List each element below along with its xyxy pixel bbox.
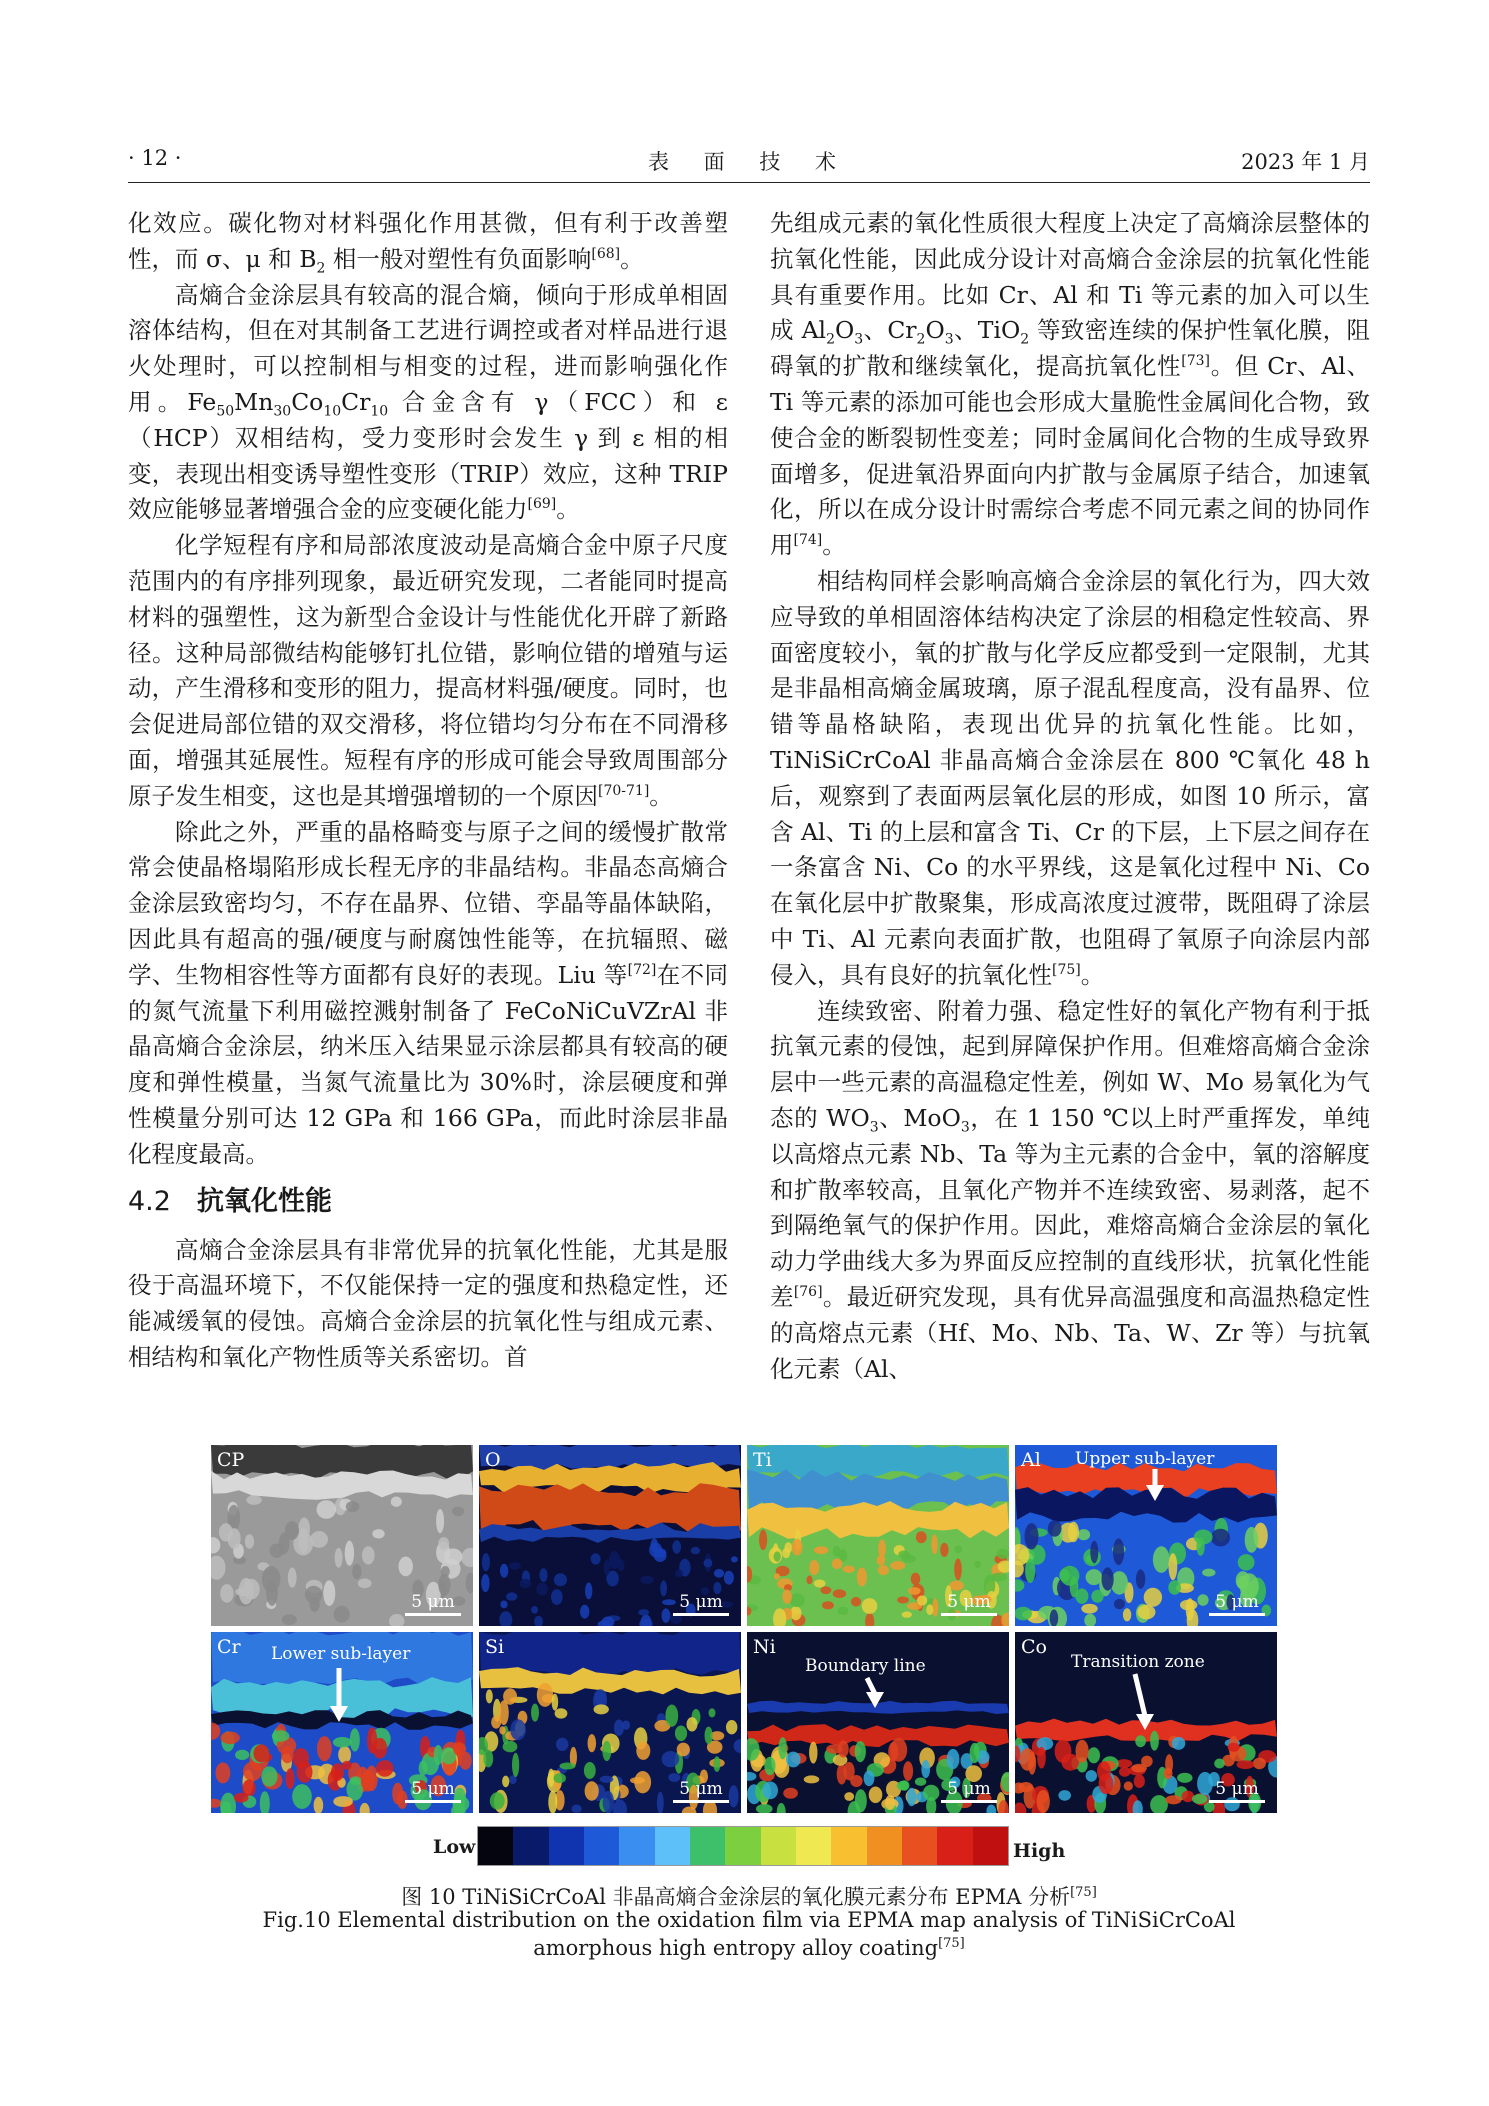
figure-caption-en-line2: amorphous high entropy alloy coating[75] — [533, 1936, 965, 1960]
panel-label: O — [485, 1449, 501, 1471]
citation[interactable]: [75] — [938, 1936, 965, 1951]
epma-map-panel-ti — [747, 1445, 1009, 1626]
right-column — [770, 206, 1370, 1387]
panel-label: Co — [1021, 1636, 1047, 1658]
panel-annotation: Transition zone — [1071, 1652, 1205, 1672]
paragraph: 连续致密、附着力强、稳定性好的氧化产物有利于抵抗氧元素的侵蚀，起到屏障保护作用。但难熔高熵合金涂层中一些元素的高温稳定性差，例如 W、Mo 易氧化为气态的 $WO_3$、MoO$_3$，在 1 150 ℃以上时严重挥发，单纯以高熔点元素 Nb、Ta 等为主元素的合金中，氧的溶解度和扩散率较高，且氧化产物并不连续致密、易剥落，起不到隔绝氧气的保护作用。因此，难熔高熵合金涂层的氧化动力学曲线大多为界面反应控制的直线形状，抗氧化性能差[76]。最近研究发现，具有优异高温强度和高温热稳定性的高熔点元素（Hf、Mo、Nb、Ta、W、Zr 等）与抗氧化元素（Al、 — [770, 996, 1371, 1383]
color-bar — [477, 1826, 1009, 1866]
paragraph: 化学短程有序和局部浓度波动是高熵合金中原子尺度范围内的有序排列现象，最近研究发现，二者能同时提高材料的强塑性，这为新型合金设计与性能优化开辟了新路径。这种局部微结构能够钉扎位错，影响位错的增殖与运动，产生滑移和变形的阻力，提高材料强/硬度。同时，也会促进局部位错的双交滑移，将位错均匀分布在不同滑移面，增强其延展性。短程有序的形成可能会导致周围部分原子发生相变，这也是其增强增韧的一个原因[70-71]。 — [128, 531, 728, 810]
issue-date: 2023 年 1 月 — [1241, 150, 1370, 174]
paragraph: 先组成元素的氧化性质很大程度上决定了高熵涂层整体的抗氧化性能，因此成分设计对高熵合金涂层的抗氧化性能具有重要作用。比如 Cr、Al 和 Ti 等元素的加入可以生成 $Al_2O_3$、$Cr_2O_3$、TiO$_2$ 等致密连续的保护性氧化膜，阻碍氧的扩散和继续氧化，提高抗氧化性[73]。但 Cr、Al、Ti 等元素的添加可能也会形成大量脆性金属间化合物，致使合金的断裂韧性变差；同时金属间化合物的生成导致界面增多，促进氧沿界面向内扩散与金属原子结合，加速氧化，所以在成分设计时需综合考虑不同元素之间的协同作用[74]。 — [770, 209, 1371, 560]
epma-map-panel-cp — [211, 1445, 473, 1626]
citation[interactable]: [76] — [793, 1284, 823, 1301]
page-header — [128, 146, 1370, 183]
panel-label: Cr — [217, 1636, 241, 1658]
epma-map-panel-si — [479, 1632, 741, 1813]
scale-bar-label: 5 μm — [411, 1779, 455, 1799]
figure-caption-cn: 图 10 TiNiSiCrCoAl 非晶高熵合金涂层的氧化膜元素分布 EPMA 分析[75] — [401, 1885, 1097, 1909]
color-scale-legend — [211, 1826, 1277, 1866]
panel-annotation: Boundary line — [805, 1656, 926, 1676]
color-bar-swatch — [584, 1827, 619, 1865]
citation[interactable]: [75] — [1070, 1885, 1097, 1900]
legend-high-label: High — [1013, 1840, 1066, 1862]
citation[interactable]: [74] — [793, 532, 823, 549]
citation[interactable]: [69] — [527, 496, 557, 513]
scale-bar-label: 5 μm — [947, 1779, 991, 1799]
citation[interactable]: [72] — [627, 961, 657, 978]
color-bar-swatch — [973, 1827, 1008, 1865]
color-bar-swatch — [725, 1827, 760, 1865]
legend-low-label: Low — [433, 1836, 476, 1858]
scale-bar — [405, 1592, 461, 1616]
figure-epma-maps — [211, 1445, 1277, 1813]
color-bar-swatch — [761, 1827, 796, 1865]
scale-bar-label: 5 μm — [1215, 1592, 1259, 1612]
color-bar-swatch — [831, 1827, 866, 1865]
citation[interactable]: [75] — [1052, 961, 1081, 978]
color-bar-swatch — [796, 1827, 831, 1865]
citation[interactable]: [70-71] — [598, 782, 650, 799]
citation[interactable]: [68] — [591, 245, 621, 262]
epma-map-panel-al — [1015, 1445, 1277, 1626]
color-bar-swatch — [902, 1827, 937, 1865]
color-bar-swatch — [619, 1827, 654, 1865]
journal-title: 表 面 技 术 — [647, 150, 851, 174]
scale-bar — [1209, 1779, 1265, 1803]
panel-label: Al — [1021, 1449, 1041, 1471]
scale-bar — [941, 1592, 997, 1616]
epma-map-panel-cr — [211, 1632, 473, 1813]
panel-label: Ti — [753, 1449, 772, 1471]
epma-map-panel-co — [1015, 1632, 1277, 1813]
panel-label: Si — [485, 1636, 505, 1658]
color-bar-swatch — [513, 1827, 548, 1865]
scale-bar — [673, 1779, 729, 1803]
epma-map-panel-o — [479, 1445, 741, 1626]
scale-bar-label: 5 μm — [411, 1592, 455, 1612]
scale-bar — [1209, 1592, 1265, 1616]
scale-bar — [673, 1592, 729, 1616]
left-column — [128, 206, 728, 1376]
paragraph: 高熵合金涂层具有非常优异的抗氧化性能，尤其是服役于高温环境下，不仅能保持一定的强度和热稳定性，还能减缓氧的侵蚀。高熵合金涂层的抗氧化性与组成元素、相结构和氧化产物性质等关系密切。首 — [128, 1235, 728, 1371]
paragraph: 高熵合金涂层具有较高的混合熵，倾向于形成单相固溶体结构，但在对其制备工艺进行调控或者对样品进行退火处理时，可以控制相与相变的过程，进而影响强化作用。$Fe_{50}Mn_{30}Co_{10}Cr_{10}$ 合金含有 γ（FCC）和 ε（HCP）双相结构，受力变形时会发生 γ 到 ε 相的相变，表现出相变诱导塑性变形（TRIP）效应，这种 TRIP 效应能够显著增强合金的应变硬化能力[69]。 — [128, 280, 728, 524]
paragraph: 除此之外，严重的晶格畸变与原子之间的缓慢扩散常常会使晶格塌陷形成长程无序的非晶结构。非晶态高熵合金涂层致密均匀，不存在晶界、位错、孪晶等晶体缺陷，因此具有超高的强/硬度与耐腐蚀性能等，在抗辐照、磁学、生物相容性等方面都有良好的表现。Liu 等[72]在不同的氮气流量下利用磁控溅射制备了 FeCoNiCuVZrAl 非晶高熵合金涂层，纳米压入结果显示涂层都具有较高的硬度和弹性模量，当氮气流量比为 30%时，涂层硬度和弹性模量分别可达 12 GPa 和 166 GPa，而此时涂层非晶化程度最高。 — [128, 817, 729, 1168]
scale-bar-label: 5 μm — [679, 1592, 723, 1612]
citation[interactable]: [73] — [1181, 353, 1210, 370]
paragraph: 相结构同样会影响高熵合金涂层的氧化行为，四大效应导致的单相固溶体结构决定了涂层的相稳定性较高、界面密度较小，氧的扩散与化学反应都受到一定限制，尤其是非晶相高熵金属玻璃，原子混乱程度高，没有晶界、位错等晶格缺陷，表现出优异的抗氧化性能。比如，TiNiSiCrCoAl 非晶高熵合金涂层在 800 ℃氧化 48 h 后，观察到了表面两层氧化层的形成，如图 10 所示，富含 Al、Ti 的上层和富含 Ti、Cr 的下层，上下层之间存在一条富含 Ni、Co 的水平界线，这是氧化过程中 Ni、Co 在氧化层中扩散聚集，形成高浓度过渡带，既阻碍了涂层中 Ti、Al 元素向表面扩散，也阻碍了氧原子向涂层内部侵入，具有良好的抗氧化性[75]。 — [770, 566, 1370, 989]
scale-bar — [405, 1779, 461, 1803]
color-bar-swatch — [937, 1827, 972, 1865]
section-heading: 4.2 抗氧化性能 — [128, 1185, 332, 1217]
scale-bar-label: 5 μm — [947, 1592, 991, 1612]
color-bar-swatch — [655, 1827, 690, 1865]
scale-bar — [941, 1779, 997, 1803]
panel-label: CP — [217, 1449, 245, 1471]
panel-annotation: Lower sub-layer — [271, 1644, 411, 1664]
color-bar-swatch — [478, 1827, 513, 1865]
color-bar-swatch — [549, 1827, 584, 1865]
page-number: · 12 · — [128, 146, 182, 170]
scale-bar-label: 5 μm — [1215, 1779, 1259, 1799]
panel-label: Ni — [753, 1636, 776, 1658]
epma-map-panel-ni — [747, 1632, 1009, 1813]
paragraph: 化效应。碳化物对材料强化作用甚微，但有利于改善塑性，而 σ、μ 和 $B_2$ 相一般对塑性有负面影响[68]。 — [128, 209, 728, 277]
scale-bar-label: 5 μm — [679, 1779, 723, 1799]
figure-caption-en-line1: Fig.10 Elemental distribution on the oxidation film via EPMA map analysis of TiNiSiCrCoAl — [262, 1908, 1236, 1932]
panel-annotation: Upper sub-layer — [1075, 1449, 1215, 1469]
color-bar-swatch — [690, 1827, 725, 1865]
color-bar-swatch — [867, 1827, 902, 1865]
